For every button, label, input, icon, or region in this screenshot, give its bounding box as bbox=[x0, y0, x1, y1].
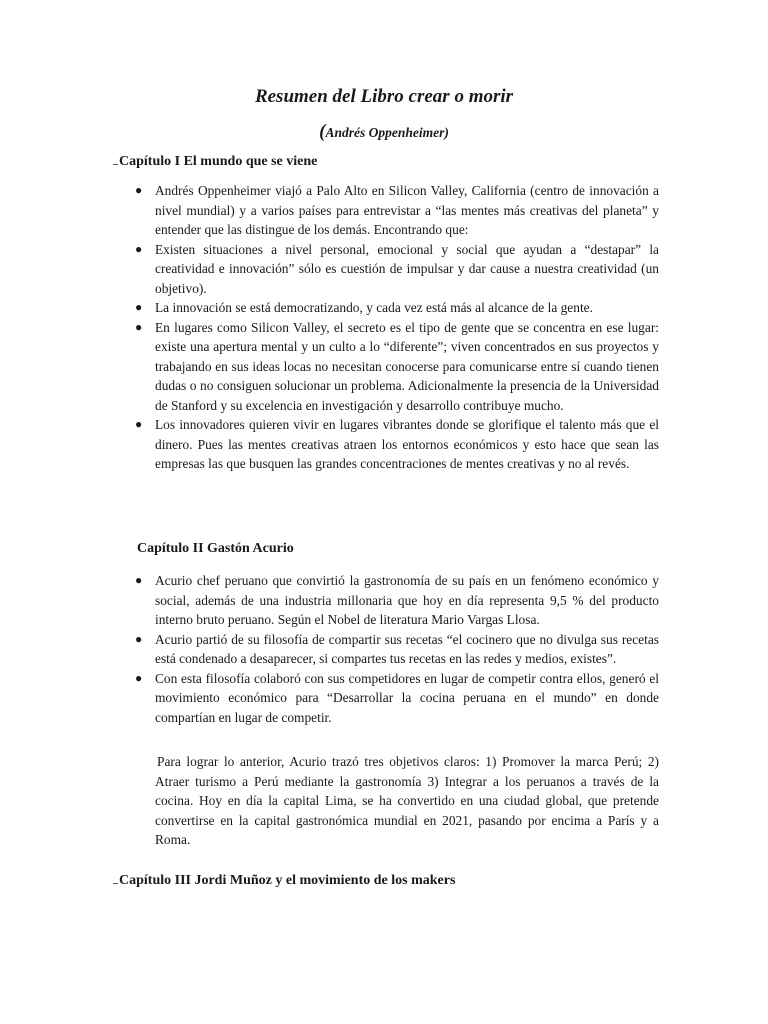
subtitle-open-paren: ( bbox=[319, 121, 326, 142]
chapter-1-heading bbox=[113, 154, 317, 170]
heading-marker bbox=[113, 883, 118, 884]
chapter-2-heading: Capítulo II Gastón Acurio bbox=[137, 541, 294, 556]
chapter-3-heading bbox=[113, 873, 455, 889]
list-item bbox=[135, 415, 659, 474]
list-item-text: Existen situaciones a nivel personal, emocional y social que ayudan a “destapar” la creatividad e innovación” sólo es cuestión de impulsar y dar cause a nuestra creatividad (un objetivo). bbox=[155, 241, 659, 296]
bullet-icon: ● bbox=[135, 670, 143, 685]
list-item-text: Con esta filosofía colaboró con sus competidores en lugar de competir contra ellos, generó el movimiento económico para “Desarrollar la cocina peruana en el mundo” en donde compartían en lugar de competir. bbox=[155, 670, 659, 725]
chapter-2-list bbox=[0, 571, 659, 727]
bullet-icon: ● bbox=[135, 241, 143, 256]
list-item bbox=[135, 318, 659, 416]
chapter-1-list bbox=[0, 181, 659, 474]
bullet-icon: ● bbox=[135, 631, 143, 646]
list-item-text: En lugares como Silicon Valley, el secreto es el tipo de gente que se concentra en ese lugar: existe una apertura mental y un culto a lo “diferente”; viven concentrados en sus proyectos y trabajando en sus ideas locas no necesitan conocerse para comunicarse entre sí cuando tienen dudas o no consiguen solucionar un problema. Adicionalmente la presencia de la Universidad de Stanford y su excelencia en investigación y desarrollo contribuye mucho. bbox=[155, 319, 659, 413]
bullet-icon: ● bbox=[135, 300, 143, 314]
bullet-icon: ● bbox=[135, 319, 143, 334]
chapter-3-heading-text: Capítulo III Jordi Muñoz y el movimiento de los makers bbox=[119, 873, 456, 888]
chapter-1-heading-text: Capítulo I El mundo que se viene bbox=[119, 154, 318, 169]
document-title: Resumen del Libro crear o morir bbox=[254, 86, 514, 107]
list-item bbox=[135, 669, 659, 728]
bullet-icon: ● bbox=[135, 183, 143, 197]
chapter-2-continuation: Para lograr lo anterior, Acurio trazó tres objetivos claros: 1) Promover la marca Perú; 2) Atraer turismo a Perú mediante la gastronomía 3) Integrar a los peruanos a través de la cocina. Hoy en día la capital Lima, se ha convertido en una ciudad global, que pretende convertirse en la capital gastronómica mundial en 2021, pasando por encima a París y a Roma. bbox=[155, 754, 659, 847]
list-item-text: La innovación se está democratizando, y cada vez está más al alcance de la gente. bbox=[155, 300, 593, 315]
bullet-icon: ● bbox=[135, 573, 143, 587]
list-item-text: Acurio partió de su filosofía de compartir sus recetas “el cocinero que no divulga sus recetas está condenado a desaparecer, si compartes tus recetas en las redes y medios, existes”. bbox=[155, 631, 659, 666]
list-item bbox=[135, 181, 659, 240]
heading-marker bbox=[113, 164, 118, 165]
list-item bbox=[135, 298, 659, 318]
list-item-text: Acurio chef peruano que convirtió la gastronomía de su país en un fenómeno económico y social, además de una industria millonaria que hoy en día representa 9,5 % del producto interno bruto peruano. Según el Nobel de literatura Mario Vargas Llosa. bbox=[155, 573, 659, 627]
subtitle-author: Andrés Oppenheimer) bbox=[325, 125, 449, 140]
list-item bbox=[135, 240, 659, 299]
document-subtitle bbox=[0, 121, 768, 143]
list-item bbox=[135, 630, 659, 669]
bullet-icon: ● bbox=[135, 417, 143, 431]
list-item-text: Andrés Oppenheimer viajó a Palo Alto en Silicon Valley, California (centro de innovación a nivel mundial) y a varios países para entrevistar a “las mentes más creativas del planeta” y entender que las distingue de los demás. Encontrando que: bbox=[155, 183, 659, 237]
list-item-text: Los innovadores quieren vivir en lugares vibrantes donde se glorifique el talento más que el dinero. Pues las mentes creativas atraen los entornos económicos y esto hace que sean las empresas las que busquen las grandes concentraciones de mentes creativas y no al revés. bbox=[155, 417, 659, 471]
list-item bbox=[135, 571, 659, 630]
